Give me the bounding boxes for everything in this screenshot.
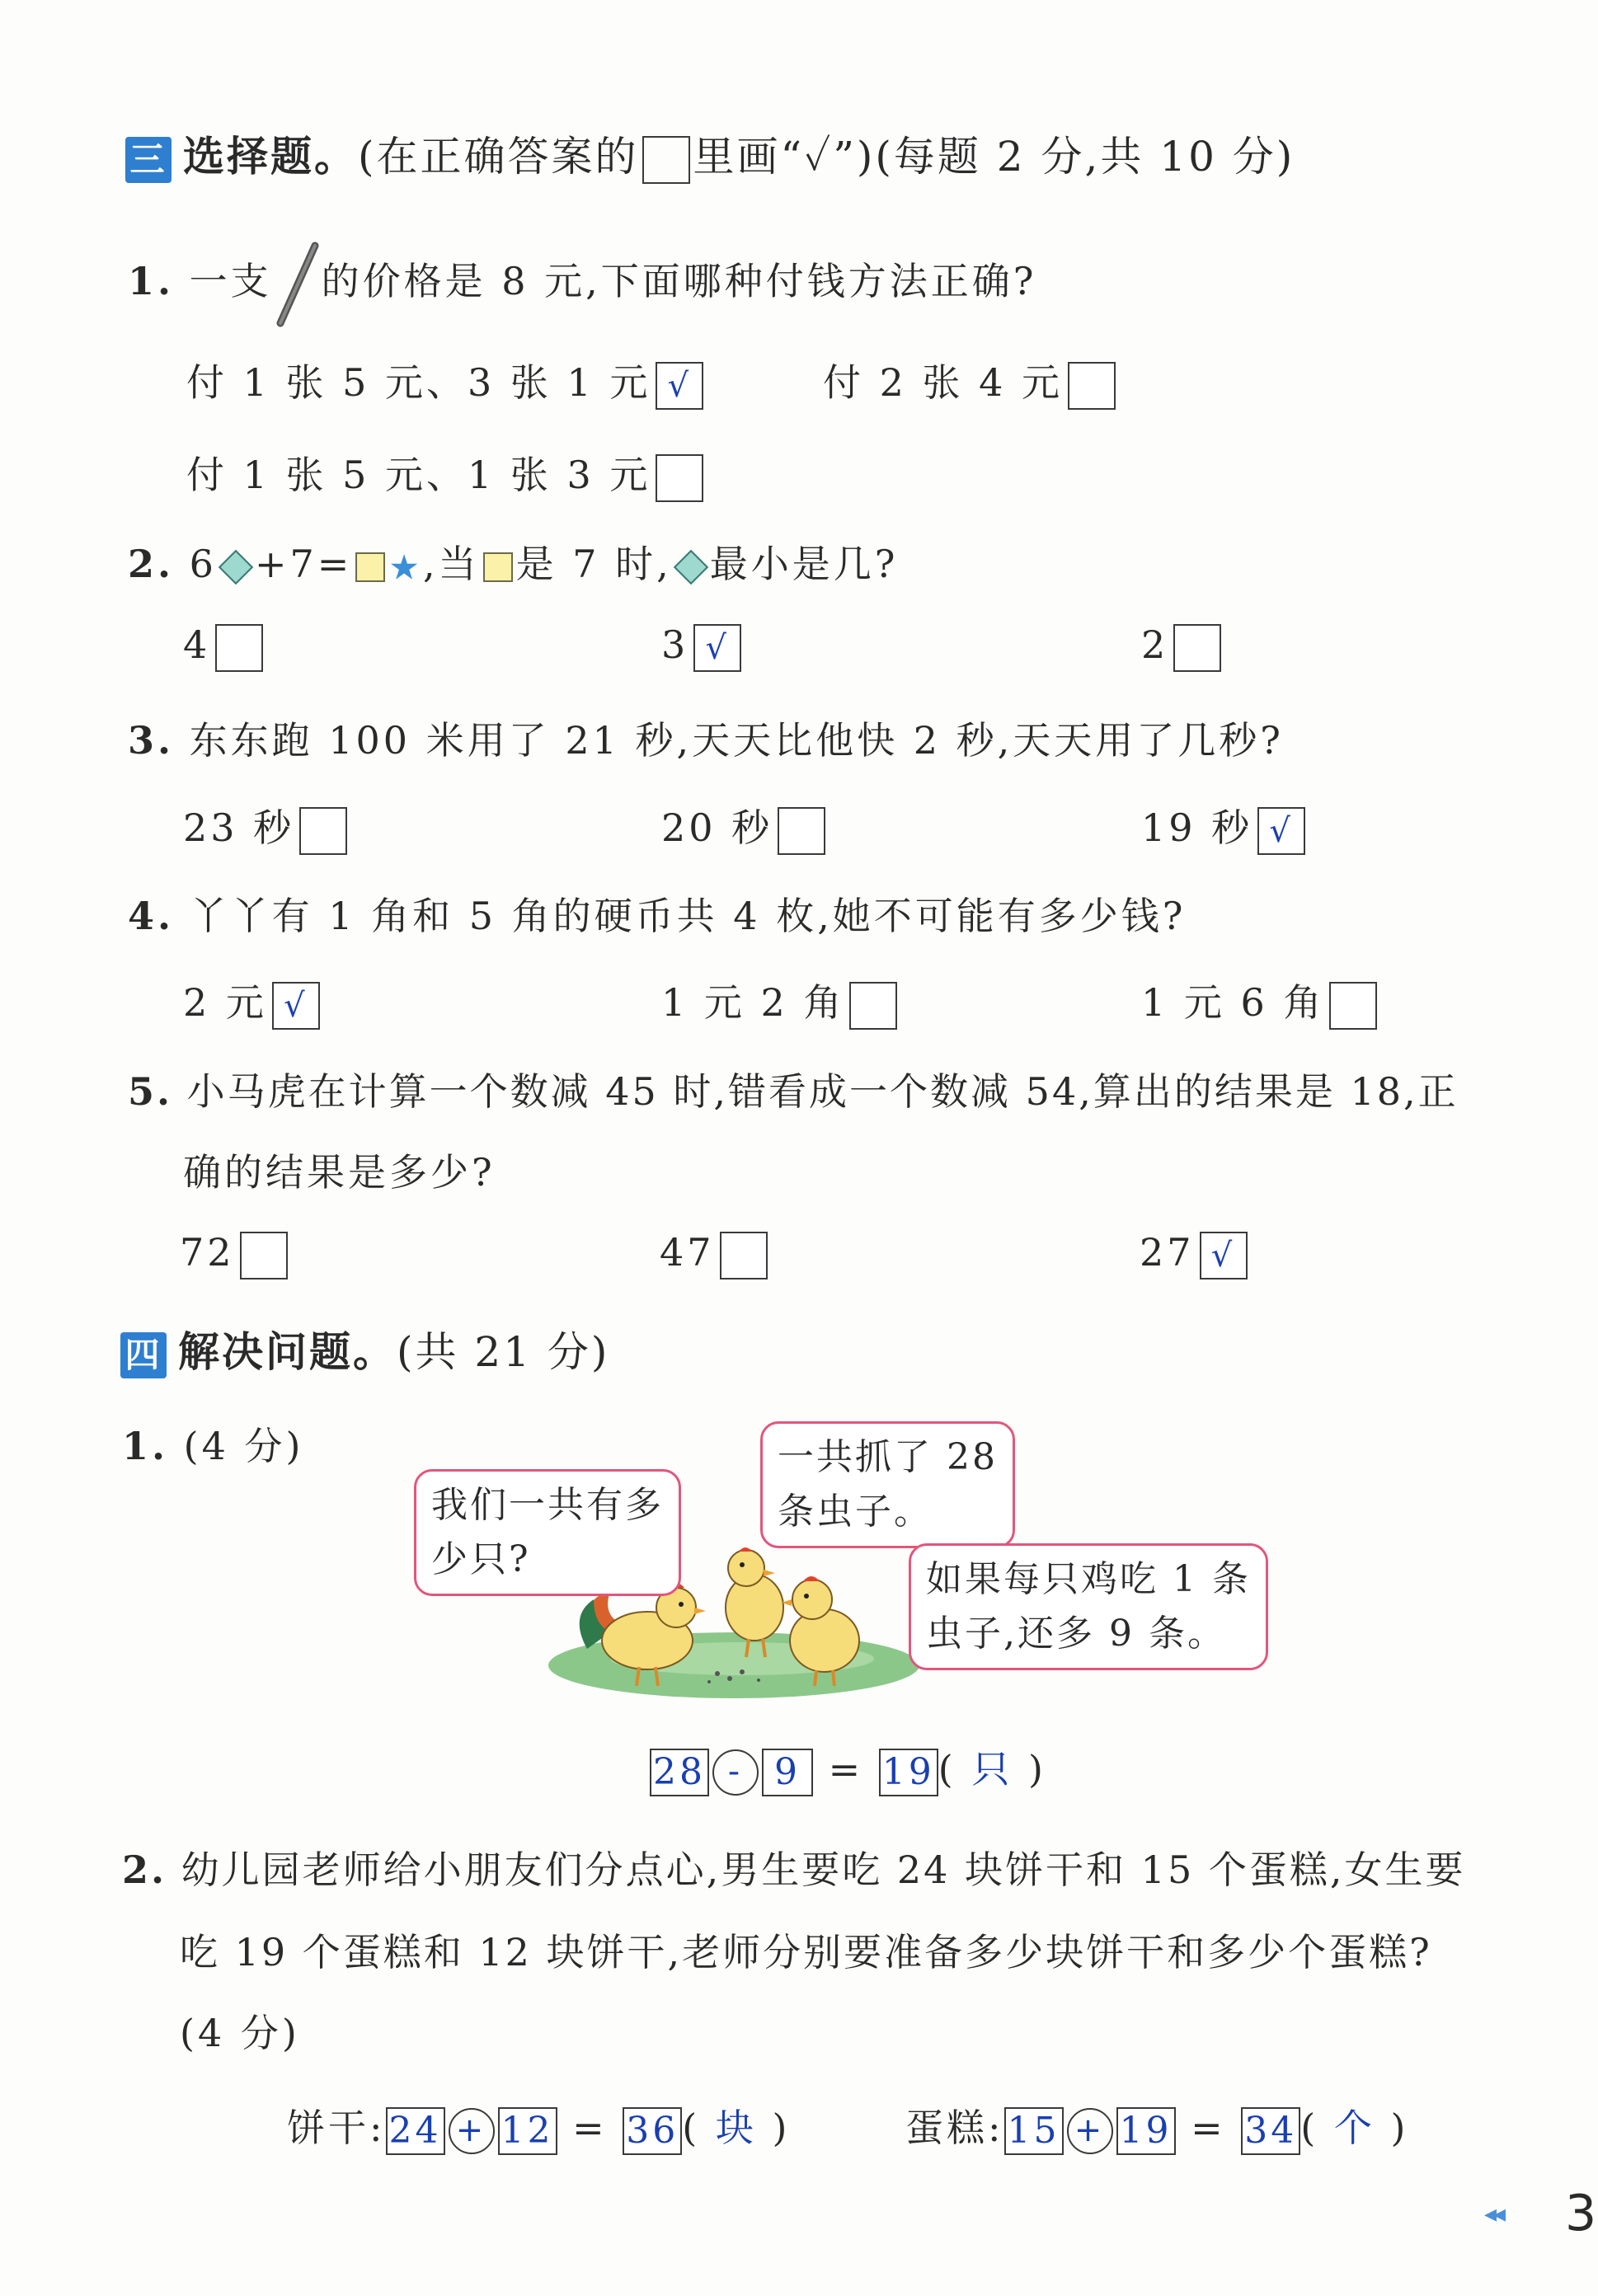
answer-checkbox[interactable]	[720, 1232, 768, 1279]
q1-option-3	[186, 445, 703, 502]
unit-answer[interactable]: 个	[1333, 2106, 1375, 2150]
speech-bubble-top	[760, 1421, 1015, 1548]
bubble-text: 我们一共有多	[431, 1484, 664, 1526]
problem-text: 幼儿园老师给小朋友们分点心,男生要吃 24 块饼干和 15 个蛋糕,女生要	[181, 1848, 1466, 1892]
option-label: 付 1 张 5 元、3 张 1 元	[186, 360, 651, 405]
equation-label: 蛋糕:	[905, 2106, 1004, 2150]
answer-box[interactable]: 24	[386, 2107, 445, 2155]
section-4-header	[120, 1319, 609, 1378]
q4-option-1	[183, 973, 320, 1030]
q2-option-2	[661, 622, 741, 672]
answer-box[interactable]: 9	[762, 1749, 813, 1796]
bubble-text: 条虫子。	[778, 1491, 933, 1533]
answer-box[interactable]: 36	[623, 2107, 682, 2155]
problem-number: 1.	[122, 1424, 169, 1468]
section-instruction: (共 21 分)	[397, 1328, 610, 1376]
answer-checkbox[interactable]	[240, 1232, 288, 1279]
diamond-icon	[219, 550, 253, 585]
question-number: 5.	[128, 1069, 173, 1114]
answer-box[interactable]: 19	[879, 1749, 938, 1796]
biscuit-equation: 饼干:24 + 12 = 36( 块 )	[287, 2098, 790, 2155]
answer-checkbox[interactable]	[1068, 362, 1116, 410]
question-text: ,当	[422, 542, 480, 586]
question-text: 一支	[189, 259, 272, 303]
answer-box[interactable]: 15	[1004, 2107, 1064, 2155]
question-text: 丫丫有 1 角和 5 角的硬币共 4 枚,她不可能有多少钱?	[189, 894, 1187, 938]
problem-1	[122, 1416, 303, 1471]
cake-equation: 蛋糕:15 + 19 = 34( 个 )	[905, 2098, 1408, 2155]
problem-2-line-2	[180, 1923, 1432, 1977]
operator-circle[interactable]: +	[1067, 2108, 1113, 2154]
section-instruction-pre: (在正确答案的	[358, 133, 639, 181]
question-number: 2.	[128, 542, 175, 586]
q3-option-3	[1141, 798, 1305, 855]
question-number: 1.	[128, 259, 175, 303]
section-badge: 四	[120, 1332, 167, 1378]
answer-checkbox[interactable]	[849, 982, 897, 1030]
square-icon	[355, 552, 385, 582]
question-5	[128, 1062, 1459, 1116]
section-3-header	[125, 124, 1295, 184]
option-label: 1 元 6 角	[1141, 980, 1325, 1025]
section-title: 解决问题。	[178, 1328, 397, 1376]
section-badge: 三	[125, 137, 172, 183]
page-number: 3	[1565, 2185, 1597, 2242]
option-label: 付 1 张 5 元、1 张 3 元	[186, 453, 651, 497]
option-label: 72	[180, 1230, 235, 1275]
q4-option-2	[661, 973, 897, 1030]
question-text: 最小是几?	[709, 542, 899, 586]
question-3	[128, 711, 1284, 765]
question-text: 6	[189, 542, 217, 586]
answer-checkbox[interactable]	[778, 807, 825, 855]
answer-box[interactable]: 12	[498, 2107, 557, 2155]
answer-checkbox[interactable]	[656, 454, 703, 502]
speech-bubble-left	[414, 1469, 681, 1596]
q2-option-3	[1141, 622, 1221, 672]
question-1	[128, 239, 1036, 330]
q3-option-1	[183, 798, 347, 855]
q5-option-3	[1140, 1230, 1248, 1279]
bubble-text: 一共抓了 28	[778, 1436, 998, 1478]
p1-equation: 28 - 9 = 19( 只 )	[650, 1740, 1046, 1796]
q2-option-1	[183, 622, 263, 672]
star-icon: ★	[388, 547, 423, 588]
q3-option-2	[661, 798, 825, 855]
pen-icon	[272, 239, 322, 330]
answer-checkbox[interactable]: √	[1200, 1232, 1248, 1279]
answer-box[interactable]: 19	[1116, 2107, 1176, 2155]
operator-circle[interactable]: +	[449, 2108, 495, 2154]
q5-option-1	[180, 1230, 288, 1279]
option-label: 27	[1140, 1230, 1195, 1275]
option-label: 4	[183, 622, 211, 667]
diamond-icon	[674, 550, 708, 585]
answer-checkbox[interactable]: √	[272, 982, 320, 1030]
question-number: 3.	[128, 718, 175, 763]
operator-circle[interactable]: -	[712, 1749, 759, 1796]
answer-checkbox[interactable]	[215, 624, 263, 672]
question-2	[128, 534, 898, 589]
option-label: 47	[660, 1230, 715, 1275]
option-label: 20 秒	[661, 805, 773, 850]
question-number: 4.	[128, 894, 175, 938]
question-text: 确的结果是多少?	[183, 1150, 496, 1195]
problem-2-line-3	[180, 2003, 300, 2058]
q1-option-1	[186, 353, 703, 410]
q5-option-2	[660, 1230, 768, 1279]
bubble-text: 少只?	[431, 1538, 531, 1580]
question-4	[128, 886, 1186, 941]
answer-box[interactable]: 28	[650, 1749, 709, 1796]
equals-sign: =	[572, 2106, 608, 2150]
bubble-text: 虫子,还多 9 条。	[926, 1613, 1226, 1655]
option-label: 1 元 2 角	[661, 980, 845, 1025]
answer-checkbox[interactable]	[1329, 982, 1377, 1030]
problem-points: (4 分)	[183, 1424, 304, 1468]
question-text: 的价格是 8 元,下面哪种付钱方法正确?	[321, 259, 1037, 303]
problem-text: 吃 19 个蛋糕和 12 块饼干,老师分别要准备多少块饼干和多少个蛋糕?	[180, 1930, 1432, 1974]
question-text: +7=	[254, 542, 353, 586]
question-text: 小马虎在计算一个数减 45 时,错看成一个数减 54,算出的结果是 18,正	[186, 1069, 1459, 1114]
problem-number: 2.	[122, 1848, 167, 1892]
answer-checkbox[interactable]: √	[656, 362, 703, 410]
answer-box-sample	[642, 136, 690, 184]
speech-bubble-right	[909, 1543, 1268, 1670]
question-5-line-2	[183, 1143, 496, 1197]
problem-2	[122, 1840, 1465, 1895]
option-label: 2 元	[183, 980, 267, 1025]
equation-label: 饼干:	[287, 2106, 386, 2150]
q4-option-3	[1141, 973, 1377, 1030]
option-label: 2	[1141, 622, 1169, 667]
bubble-text: 如果每只鸡吃 1 条	[926, 1558, 1251, 1600]
option-label: 23 秒	[183, 805, 295, 850]
unit-answer[interactable]: 块	[715, 2106, 757, 2150]
answer-checkbox[interactable]: √	[693, 624, 741, 672]
answer-checkbox[interactable]	[1173, 624, 1221, 672]
problem-points: (4 分)	[180, 2011, 300, 2055]
option-label: 3	[661, 622, 689, 667]
equals-sign: =	[1191, 2106, 1226, 2150]
answer-checkbox[interactable]: √	[1257, 807, 1305, 855]
nav-arrows-icon[interactable]: ◂◂	[1484, 2200, 1503, 2228]
option-label: 19 秒	[1141, 805, 1253, 850]
option-label: 付 2 张 4 元	[823, 360, 1064, 405]
section-title: 选择题。	[183, 133, 358, 181]
question-text: 是 7 时,	[515, 542, 672, 586]
answer-box[interactable]: 34	[1241, 2107, 1300, 2155]
square-icon	[483, 552, 513, 582]
unit-answer[interactable]: 只	[971, 1747, 1013, 1791]
section-instruction-post: 里画“✓”)(每题 2 分,共 10 分)	[693, 133, 1295, 181]
answer-checkbox[interactable]	[299, 807, 347, 855]
equals-sign: =	[828, 1747, 864, 1791]
q1-option-2	[823, 353, 1116, 410]
question-text: 东东跑 100 米用了 21 秒,天天比他快 2 秒,天天用了几秒?	[189, 718, 1284, 763]
